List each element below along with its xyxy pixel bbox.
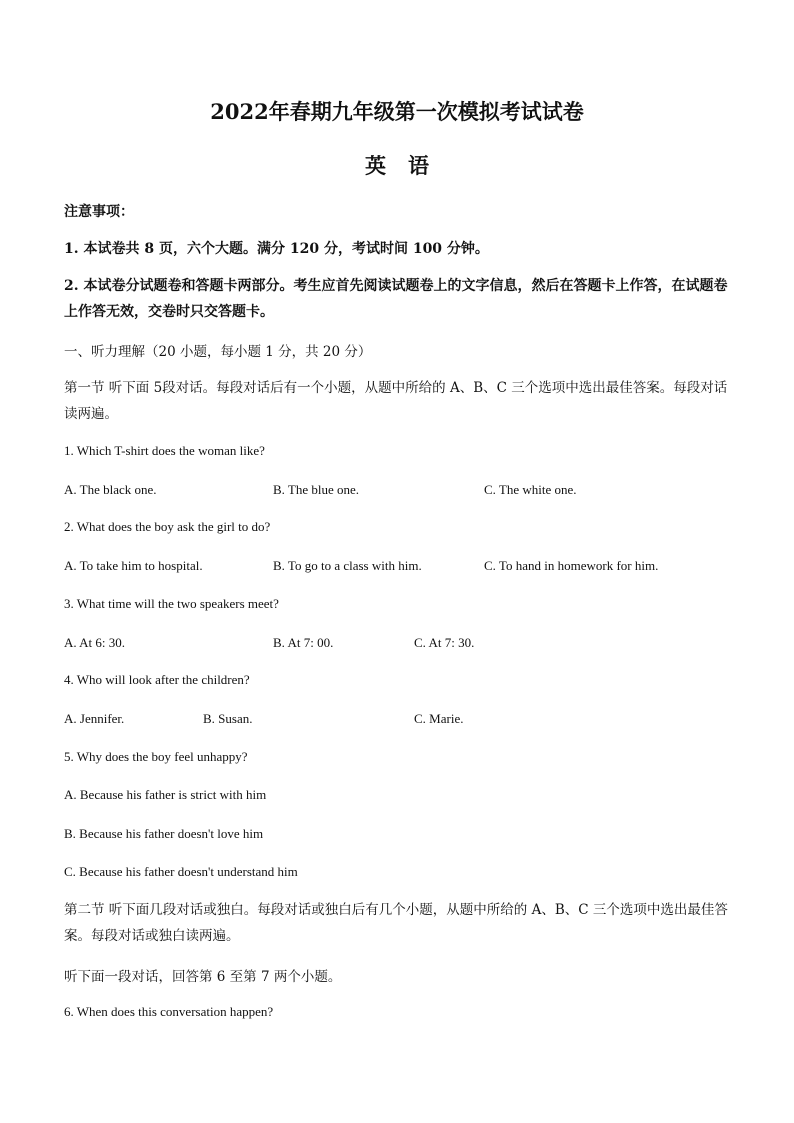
question-1-option-c: C. The white one. [484,482,577,497]
notice-heading: 注意事项： [64,204,134,220]
question-5-stem: 5. Why does the boy feel unhappy? [64,749,248,764]
question-5-option-b: B. Because his father doesn't love him [64,826,264,841]
question-5-option-c: C. Because his father doesn't understand him [64,864,298,879]
exam-title: 2022年春期九年级第一次模拟考试试卷 [210,99,584,124]
question-2-option-b: B. To go to a class with him. [273,558,422,573]
question-6-stem: 6. When does this conversation happen? [64,1004,274,1019]
question-4-option-b: B. Susan. [203,711,253,726]
question-1-stem: 1. Which T-shirt does the woman like? [64,443,265,458]
question-2-option-a: A. To take him to hospital. [64,558,203,573]
question-3-option-b: B. At 7: 00. [273,635,334,650]
question-4-option-c: C. Marie. [414,711,464,726]
question-2-option-c: C. To hand in homework for him. [484,558,659,573]
part1-instructions: 第一节 听下面 5段对话。每段对话后有一个小题，从题中所给的 A、B、C 三个选项中选出最佳答案。每段对话读两遍。 [64,380,728,422]
notice-item-1: 1. 本试卷共 8 页，六个大题。满分 120 分，考试时间 100 分钟。 [64,241,489,257]
question-4-stem: 4. Who will look after the children? [64,672,250,687]
question-5-option-a: A. Because his father is strict with him [64,787,267,802]
question-3-option-a: A. At 6: 30. [64,635,126,650]
question-1-option-b: B. The blue one. [273,482,360,497]
section-heading-listening: 一、听力理解（20 小题，每小题 1 分，共 20 分） [64,344,372,360]
question-2-stem: 2. What does the boy ask the girl to do? [64,519,271,534]
dialog-intro: 听下面一段对话，回答第 6 至第 7 两个小题。 [64,969,342,985]
question-3-option-c: C. At 7: 30. [414,635,475,650]
part2-instructions: 第二节 听下面几段对话或独白。每段对话或独白后有几个小题，从题中所给的 A、B、C 三个选项中选出最佳答案。每段对话或独白读两遍。 [64,902,728,944]
subject-title: 英语 [365,153,451,178]
question-1-option-a: A. The black one. [64,482,157,497]
question-4-option-a: A. Jennifer. [64,711,125,726]
notice-item-2: 2. 本试卷分试题卷和答题卡两部分。考生应首先阅读试题卷上的文字信息，然后在答题卡上作答，在试题卷上作答无效，交卷时只交答题卡。 [64,278,728,320]
question-3-stem: 3. What time will the two speakers meet? [64,596,279,611]
